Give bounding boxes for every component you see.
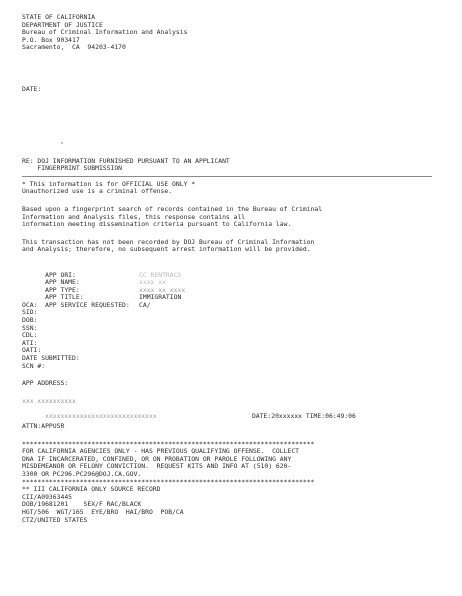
- address-block: [22, 396, 462, 420]
- search-paragraph-line: Information and Analysis files, this response contains all: [22, 212, 246, 221]
- field-label: APP TYPE:: [45, 285, 80, 294]
- field-label: OATI:: [22, 346, 42, 355]
- field-label: CDL:: [22, 331, 38, 340]
- field-label: SCN #:: [22, 361, 46, 370]
- field-date-submitted: [22, 355, 462, 363]
- official-use-line: * This information is for OFFICIAL USE ONLY *: [22, 179, 196, 188]
- search-paragraph-line: Based upon a fingerprint search of records contained in the Bureau of Criminal: [22, 204, 323, 213]
- field-scn: [22, 363, 462, 371]
- search-paragraph-line: information meeting dissemination criteria pursuant to California law.: [22, 220, 292, 229]
- agency-notice: [22, 448, 462, 478]
- agency-notice-line: FOR CALIFORNIA AGENCIES ONLY - HAS PREVIOUS QUALIFYING OFFENSE. COLLECT: [22, 447, 300, 456]
- subject-line-2: FINGERPRINT SUBMISSION: [22, 164, 123, 173]
- record-physical-line: HGT/506 WGT/165 EYE/BRO HAI/BRO POB/CA: [22, 507, 184, 516]
- attention-line: ATTN:APPUSR: [22, 422, 65, 430]
- field-label: OCA:: [22, 300, 38, 309]
- address-line-redacted: xxx xxxxxxxxxx: [22, 396, 76, 405]
- letterhead-state: STATE OF CALIFORNIA: [22, 13, 96, 21]
- address-line-2: [22, 405, 462, 420]
- transaction-paragraph-line: and Analysis; therefore, no subsequent arrest information will be provided.: [22, 245, 311, 254]
- field-value: CA/: [139, 300, 151, 309]
- official-use-notice: [22, 181, 462, 196]
- field-oca: [22, 302, 462, 310]
- address-line-redacted: xxxxxxxxxxxxxxxxxxxxxxxxxxxxx: [45, 412, 157, 420]
- field-label: APP NAME:: [45, 278, 80, 287]
- record-cii-line: CII/A09363445: [22, 492, 73, 501]
- letterhead: [22, 14, 462, 52]
- transaction-paragraph-line: This transaction has not been recorded by DOJ Bureau of Criminal Information: [22, 237, 315, 246]
- field-value: IMMIGRATION: [139, 293, 182, 302]
- field-label: DATE SUBMITTED:: [22, 354, 80, 363]
- field-ssn: [22, 325, 462, 333]
- record-citizenship-line: CTZ/UNITED STATES: [22, 515, 88, 524]
- field-label: SID:: [22, 308, 38, 317]
- field-label: SSN:: [22, 323, 38, 332]
- record-block: [22, 486, 462, 524]
- speck-mark: ,: [60, 137, 65, 145]
- applicant-fields: [22, 264, 462, 370]
- date-time-stamp: DATE:20xxxxxx TIME:06:49:06: [252, 412, 356, 420]
- agency-notice-line: 3300 OR PC296.PC296@DOJ.CA.GOV.: [22, 469, 142, 478]
- field-app-address: [22, 380, 462, 388]
- asterisk-divider: ****************************************************************************: [22, 478, 315, 486]
- field-app-type: [22, 279, 462, 294]
- field-app-name: [22, 272, 462, 287]
- date-label: DATE:: [22, 84, 42, 93]
- letterhead-po-box: P.O. Box 903417: [22, 35, 80, 44]
- search-paragraph: [22, 206, 462, 229]
- field-ati: [22, 340, 462, 348]
- field-value-redacted: xxxx xx xxxx: [139, 285, 186, 294]
- letterhead-bureau: Bureau of Criminal Information and Analysis: [22, 28, 188, 37]
- field-sid: [22, 309, 462, 317]
- agency-notice-line: MISDEMEANOR OR FELONY CONVICTION. REQUEST KITS AND INFO AT (510) 620-: [22, 462, 292, 471]
- field-label: APP TITLE:: [45, 293, 84, 302]
- field-label: ATI:: [22, 338, 38, 347]
- field-app-title: [22, 287, 462, 302]
- field-app-ori: [22, 264, 462, 279]
- unauthorized-line: Unauthorized use is a criminal offense.: [22, 187, 173, 196]
- letterhead-department: DEPARTMENT OF JUSTICE: [22, 20, 103, 29]
- top-divider: [22, 176, 432, 177]
- field-label: DOB:: [22, 316, 38, 325]
- field-label: APP ORI:: [45, 270, 76, 279]
- subject-line: [22, 158, 462, 173]
- field-oati: [22, 347, 462, 355]
- record-dob-line: DOB/19681201 SEX/F RAC/BLACK: [22, 500, 142, 509]
- transaction-paragraph: [22, 239, 462, 254]
- letterhead-city: Sacramento, CA 94203-4170: [22, 43, 126, 52]
- record-source-line: ** III CALIFORNIA ONLY SOURCE RECORD: [22, 485, 161, 494]
- field-value-redacted: xxxx xx: [139, 278, 166, 287]
- field-label: APP SERVICE REQUESTED:: [45, 300, 130, 309]
- field-dob: [22, 317, 462, 325]
- subject-line-1: RE: DOJ INFORMATION FURNISHED PURSUANT TO AN APPLICANT: [22, 156, 230, 165]
- agency-notice-line: DNA IF INCARCERATED, CONFINED, OR ON PROBATION OR PAROLE FOLLOWING ANY: [22, 454, 292, 463]
- field-value-redacted: CC RENTRACS: [139, 270, 182, 279]
- asterisk-divider: ****************************************************************************: [22, 440, 315, 448]
- field-label: APP ADDRESS:: [22, 379, 69, 388]
- field-cdl: [22, 332, 462, 340]
